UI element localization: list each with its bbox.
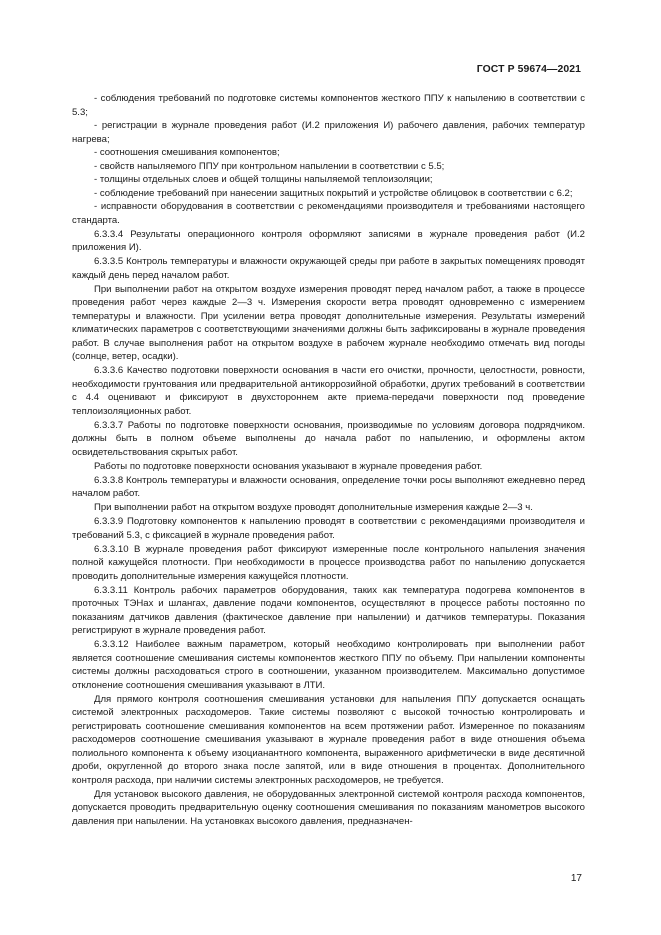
paragraph: - соблюдения требований по подготовке системы компонентов жесткого ППУ к напылению в соответствии с 5.3;	[72, 93, 585, 118]
clause-6-3-3-9: 6.3.3.9 Подготовку компонентов к напылению проводят в соответствии с рекомендациями производителя и требований 5.3, с фиксацией в журнале проведения работ.	[72, 516, 585, 541]
clause-6-3-3-12: 6.3.3.12 Наиболее важным параметром, который необходимо контролировать при выполнении работ является соотношение смешивания системы компонентов жесткого ППУ по объему. При напылении компоненты системы должны расходоваться строго в соотношении, указанном производителем. Максимально допустимое отклонение соотношения смешивания указывают в ЛТИ.	[72, 639, 585, 691]
clause-6-3-3-4: 6.3.3.4 Результаты операционного контроля оформляют записями в журнале проведения работ (И.2 приложения И).	[72, 228, 585, 253]
paragraph: При выполнении работ на открытом воздухе проводят дополнительные измерения каждые 2—3 ч.	[94, 502, 533, 513]
page-number: 17	[570, 873, 582, 884]
clause-6-3-3-10: 6.3.3.10 В журнале проведения работ фиксируют измеренные после контрольного напыления значения полной кажущейся плотности. При необходимости в процессе производства работ по напылению допускается проводить дополнительные измерения кажущейся плотности.	[72, 543, 585, 582]
paragraph: - соотношения смешивания компонентов;	[94, 147, 280, 158]
paragraph: - соблюдение требований при нанесении защитных покрытий и устройстве облицовок в соответствии с 6.2;	[94, 187, 573, 199]
clause-6-3-3-6: 6.3.3.6 Качество подготовки поверхности основания в части его очистки, прочности, целостности, ровности, необходимости грунтования или предварительной антикоррозийной обработки, других требований в соответствии с 4.4 оценивают и фиксируют в двухстороннем акте приема-передачи поверхности под проведение теплоизоляционных работ.	[72, 365, 585, 417]
document-body	[72, 92, 585, 828]
paragraph: - исправности оборудования в соответствии с рекомендациями производителя и требованиями настоящего стандарта.	[72, 201, 585, 226]
standard-designation: ГОСТ Р 59674—2021	[476, 64, 581, 75]
paragraph: При выполнении работ на открытом воздухе измерения проводят перед началом работ, а также в процессе проведения работ через каждые 2—3 ч. Измерения скорости ветра проводят одновременно с измерением температуры и влажности. При усилении ветра проводят дополнительные измерения. Результаты измерений климатических параметров с соответствующими значениями должны быть зафиксированы в журнале проведения работ. В случае выполнения работ на открытом воздухе в рабочем журнале необходимо отмечать вид погоды (солнце, ветер, осадки).	[72, 283, 585, 362]
clause-6-3-3-8: 6.3.3.8 Контроль температуры и влажности основания, определение точки росы выполняют ежедневно перед началом работ.	[72, 474, 585, 499]
clause-6-3-3-5: 6.3.3.5 Контроль температуры и влажности окружающей среды при работе в закрытых помещениях проводят каждый день перед началом работ.	[72, 256, 585, 281]
clause-6-3-3-7: 6.3.3.7 Работы по подготовке поверхности основания, производимые по условиям договора подрядчиком. должны быть в полном объеме выполнены до начала работ по напылению, и оформлены актом освидетельствования скрытых работ.	[72, 419, 585, 458]
clause-6-3-3-11: 6.3.3.11 Контроль рабочих параметров оборудования, таких как температура подогрева компонентов в проточных ТЭНах и шлангах, давление подачи компонентов, осуществляют в процессе работы постоянно по показаниям датчиков давления (фактическое давление при напылении) и датчиков температуры. Показания регистрируют в журнале проведения работ.	[72, 584, 585, 636]
paragraph: - свойств напыляемого ППУ при контрольном напылении в соответствии с 5.5;	[94, 160, 445, 172]
paragraph: - толщины отдельных слоев и общей толщины напыляемой теплоизоляции;	[94, 174, 433, 185]
paragraph: - регистрации в журнале проведения работ (И.2 приложения И) рабочего давления, рабочих температур нагрева;	[72, 120, 585, 145]
paragraph: Работы по подготовке поверхности основания указывают в журнале проведения работ.	[94, 460, 483, 472]
paragraph: Для прямого контроля соотношения смешивания установки для напыления ППУ допускается оснащать системой электронных расходомеров. Такие системы позволяют с высокой точностью контролировать и регистрировать соотношение смешивания компонентов на всем протяжении работ. Измеренное по показаниям расходомеров соотношение смешивания указывают в журнале проведения работ в виде отношения объема полиольного компонента к объему изоцианантного компонента, выраженного арифметически в виде десятичной дроби, округленной до второго знака после запятой, или в виде отношения в процентах. Дополнительного контроля расхода, при наличии системы электронных расходомеров, не требуется.	[72, 693, 585, 786]
paragraph: Для установок высокого давления, не оборудованных электронной системой контроля расхода компонентов, допускается проводить предварительную оценку соотношения смешивания по показаниям манометров высокого давления при напылении. На установках высокого давления, предназначен-	[72, 788, 585, 827]
